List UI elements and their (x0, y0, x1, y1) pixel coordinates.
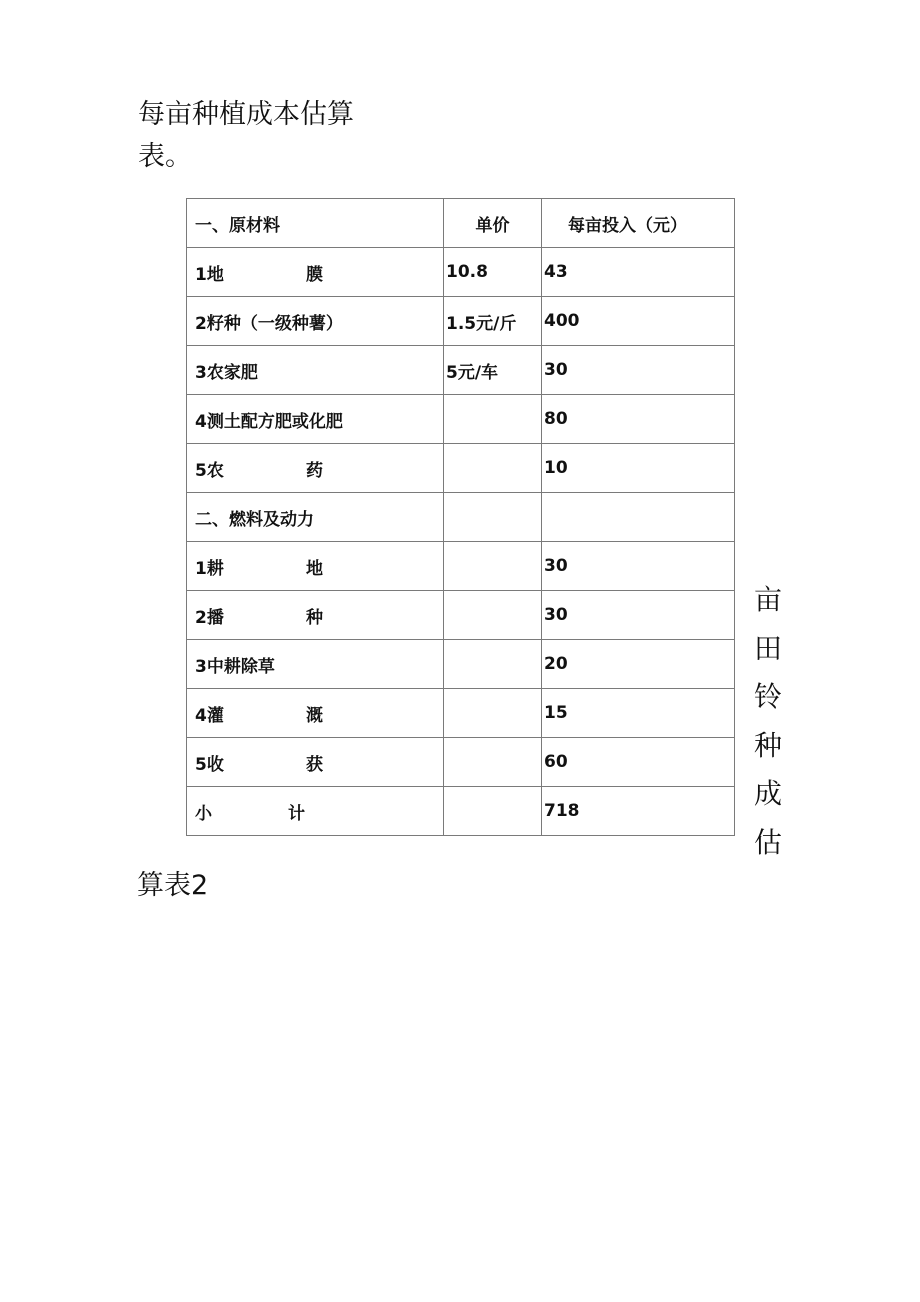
table-row (187, 542, 735, 591)
row-label: 2籽种（一级种薯） (187, 297, 444, 346)
table-row (187, 591, 735, 640)
side-char: 亩 (753, 583, 782, 616)
row-price (444, 787, 542, 836)
row-price (444, 444, 542, 493)
table-row (187, 640, 735, 689)
document-title: 每亩种植成本估算表。 (138, 99, 354, 172)
row-amount: 30 (542, 542, 735, 591)
row-amount: 30 (542, 346, 735, 395)
row-price: 5元/车 (444, 346, 542, 395)
trailing-text: 算表2 (137, 870, 209, 901)
row-price (444, 493, 542, 542)
row-amount: 30 (542, 591, 735, 640)
side-char: 估 (753, 825, 782, 859)
side-char: 田 (753, 631, 782, 665)
row-amount: 80 (542, 395, 735, 444)
table-row (187, 346, 735, 395)
header-category: 一、原材料 (187, 199, 444, 248)
row-price (444, 738, 542, 787)
header-amount: 每亩投入（元） (542, 199, 735, 248)
row-label: 1地 膜 (187, 248, 444, 297)
row-amount: 60 (542, 738, 735, 787)
subtotal-label: 小 计 (187, 787, 444, 836)
side-char: 成 (753, 777, 782, 810)
table-row (187, 689, 735, 738)
table-row (187, 248, 735, 297)
row-price (444, 542, 542, 591)
row-label: 4测土配方肥或化肥 (187, 395, 444, 444)
vertical-side-text (751, 576, 785, 867)
row-label: 2播 种 (187, 591, 444, 640)
table-header-row (187, 199, 735, 248)
side-char: 种 (753, 728, 782, 762)
table-row (187, 738, 735, 787)
side-char: 铃 (753, 680, 782, 713)
row-price: 1.5元/斤 (444, 297, 542, 346)
row-label: 5收 获 (187, 738, 444, 787)
section-label: 二、燃料及动力 (187, 493, 444, 542)
cost-table (186, 198, 735, 836)
row-amount: 20 (542, 640, 735, 689)
row-label: 3中耕除草 (187, 640, 444, 689)
table-section-row (187, 493, 735, 542)
row-amount: 15 (542, 689, 735, 738)
header-unit-price: 单价 (444, 199, 542, 248)
row-price (444, 395, 542, 444)
row-label: 5农 药 (187, 444, 444, 493)
row-label: 1耕 地 (187, 542, 444, 591)
row-price (444, 591, 542, 640)
table-row (187, 395, 735, 444)
table-subtotal-row (187, 787, 735, 836)
table-row (187, 444, 735, 493)
row-amount: 10 (542, 444, 735, 493)
row-label: 3农家肥 (187, 346, 444, 395)
subtotal-amount: 718 (542, 787, 735, 836)
row-amount (542, 493, 735, 542)
row-amount: 43 (542, 248, 735, 297)
row-label: 4灌 溉 (187, 689, 444, 738)
row-price: 10.8 (444, 248, 542, 297)
row-amount: 400 (542, 297, 735, 346)
row-price (444, 689, 542, 738)
table-row (187, 297, 735, 346)
row-price (444, 640, 542, 689)
